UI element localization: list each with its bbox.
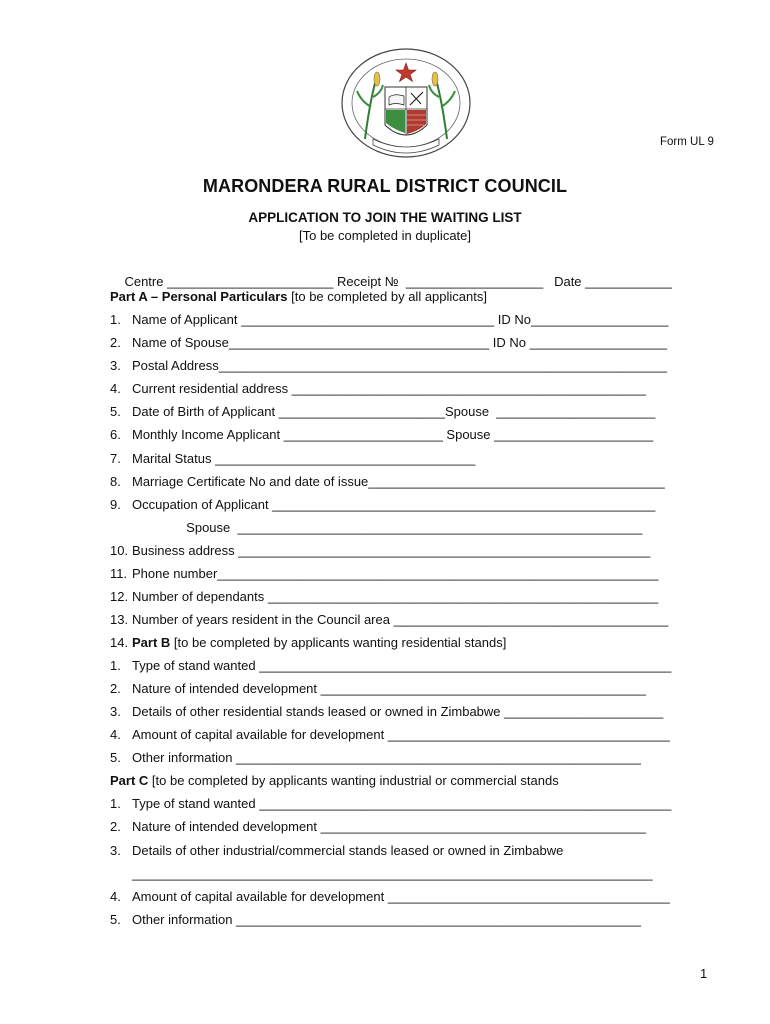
council-crest-logo <box>335 47 477 165</box>
part-b-item-1: 1. Type of stand wanted _________________________________________________________ <box>110 658 672 673</box>
part-b-item-4: 4. Amount of capital available for development _______________________________________ <box>110 727 670 742</box>
part-b-item-5: 5. Other information ________________________________________________________ <box>110 750 641 765</box>
part-a-heading <box>110 289 487 305</box>
part-b-title: Part B <box>132 635 171 650</box>
part-c-item-2: 2. Nature of intended development _____________________________________________ <box>110 819 646 834</box>
form-subtitle: [To be completed in duplicate] <box>299 228 471 243</box>
page-number: 1 <box>700 966 708 981</box>
receipt-field: Receipt № ___________________ <box>337 274 544 289</box>
part-c-item-1: 1. Type of stand wanted _________________________________________________________ <box>110 796 672 811</box>
part-a-item-10: 10. Business address _________________________________________________________ <box>110 543 651 558</box>
part-a-item-9-spouse: Spouse ________________________________________________________ <box>132 520 643 535</box>
form-title: APPLICATION TO JOIN THE WAITING LIST <box>248 210 522 225</box>
date-field: Date ____________ <box>554 274 672 289</box>
part-c-note: [to be completed by applicants wanting industrial or commercial stands <box>148 773 559 788</box>
part-a-item-3: 3. Postal Address______________________________________________________________ <box>110 358 667 373</box>
part-a-item-4: 4. Current residential address _________________________________________________ <box>110 381 646 396</box>
part-a-item-6: 6. Monthly Income Applicant ______________________ Spouse ______________________ <box>110 427 654 442</box>
form-number: Form UL 9 <box>660 136 714 148</box>
centre-field: Centre _______________________ <box>124 274 334 289</box>
part-a-item-11: 11. Phone number_____________________________________________________________ <box>110 566 659 581</box>
part-a-note: [to be completed by all applicants] <box>287 289 487 304</box>
part-a-item-7: 7. Marital Status ____________________________________ <box>110 451 476 466</box>
part-c-item-3-line: ________________________________________________________________________ <box>132 866 653 881</box>
part-c-item-3: 3. Details of other industrial/commercial stands leased or owned in Zimbabwe <box>110 843 564 858</box>
part-a-item-2: 2. Name of Spouse____________________________________ ID No ___________________ <box>110 335 667 350</box>
part-b-note: [to be completed by applicants wanting residential stands] <box>170 635 507 650</box>
part-c-item-4: 4. Amount of capital available for development _______________________________________ <box>110 889 670 904</box>
part-b-heading: 14. Part B [to be completed by applicants wanting residential stands] <box>110 635 507 650</box>
part-a-item-5: 5. Date of Birth of Applicant _______________________Spouse ______________________ <box>110 404 656 419</box>
part-a-item-13: 13. Number of years resident in the Council area ______________________________________ <box>110 612 669 627</box>
part-b-item-3: 3. Details of other residential stands leased or owned in Zimbabwe ______________________ <box>110 704 664 719</box>
part-b-item-2: 2. Nature of intended development _____________________________________________ <box>110 681 646 696</box>
part-a-item-1: 1. Name of Applicant ___________________________________ ID No___________________ <box>110 312 669 327</box>
part-a-item-9: 9. Occupation of Applicant _____________________________________________________ <box>110 497 656 512</box>
part-c-item-5: 5. Other information ________________________________________________________ <box>110 912 641 927</box>
part-a-item-12: 12. Number of dependants ______________________________________________________ <box>110 589 659 604</box>
council-title: MARONDERA RURAL DISTRICT COUNCIL <box>202 176 568 196</box>
part-c-title: Part C <box>110 773 149 788</box>
part-c-heading <box>110 773 559 789</box>
part-a-title: Part A – Personal Particulars <box>110 289 288 304</box>
part-a-item-8: 8. Marriage Certificate No and date of issue_________________________________________ <box>110 474 665 489</box>
